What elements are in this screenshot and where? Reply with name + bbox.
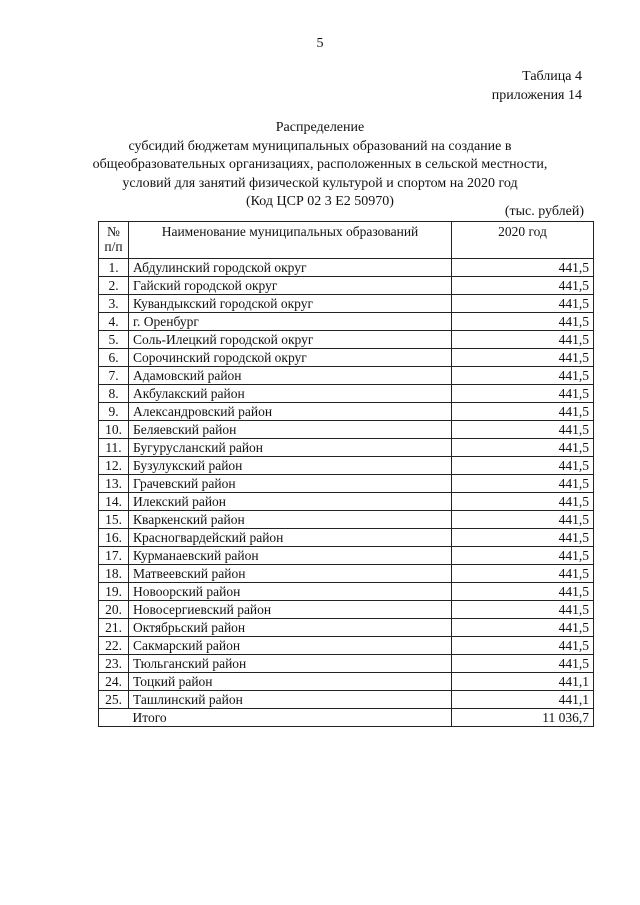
table-row bbox=[99, 259, 594, 277]
table-header-row bbox=[99, 222, 594, 259]
table-row bbox=[99, 331, 594, 349]
row-amount: 441,5 bbox=[452, 331, 594, 349]
table-row bbox=[99, 313, 594, 331]
row-municipality-name: Кваркенский район bbox=[129, 511, 452, 529]
table-row bbox=[99, 349, 594, 367]
row-amount: 441,5 bbox=[452, 313, 594, 331]
heading-line3: общеобразовательных организациях, расположенных в сельской местности, bbox=[92, 157, 548, 172]
header-name: Наименование муниципальных образований bbox=[129, 222, 452, 259]
row-amount: 441,5 bbox=[452, 439, 594, 457]
table-row bbox=[99, 673, 594, 691]
table-row bbox=[99, 529, 594, 547]
row-number: 5. bbox=[99, 331, 129, 349]
table-row bbox=[99, 457, 594, 475]
row-amount: 441,5 bbox=[452, 475, 594, 493]
row-number: 13. bbox=[99, 475, 129, 493]
row-number: 15. bbox=[99, 511, 129, 529]
row-amount: 441,5 bbox=[452, 583, 594, 601]
row-number: 23. bbox=[99, 655, 129, 673]
row-amount: 441,5 bbox=[452, 277, 594, 295]
row-municipality-name: Сакмарский район bbox=[129, 637, 452, 655]
row-municipality-name: Акбулакский район bbox=[129, 385, 452, 403]
table-row bbox=[99, 691, 594, 709]
row-number: 3. bbox=[99, 295, 129, 313]
row-municipality-name: Абдулинский городской округ bbox=[129, 259, 452, 277]
row-number: 4. bbox=[99, 313, 129, 331]
row-number: 16. bbox=[99, 529, 129, 547]
table-row bbox=[99, 547, 594, 565]
row-municipality-name: Сорочинский городской округ bbox=[129, 349, 452, 367]
row-number: 11. bbox=[99, 439, 129, 457]
row-amount: 441,5 bbox=[452, 295, 594, 313]
units-note: (тыс. рублей) bbox=[504, 204, 584, 219]
row-municipality-name: Бугурусланский район bbox=[129, 439, 452, 457]
row-amount: 441,5 bbox=[452, 547, 594, 565]
header-year: 2020 год bbox=[452, 222, 594, 259]
row-amount: 441,5 bbox=[452, 403, 594, 421]
table-row bbox=[99, 601, 594, 619]
row-municipality-name: Октябрьский район bbox=[129, 619, 452, 637]
total-amount: 11 036,7 bbox=[452, 709, 594, 727]
row-number: 6. bbox=[99, 349, 129, 367]
row-municipality-name: Соль-Илецкий городской округ bbox=[129, 331, 452, 349]
table-row bbox=[99, 439, 594, 457]
row-municipality-name: г. Оренбург bbox=[129, 313, 452, 331]
row-number: 1. bbox=[99, 259, 129, 277]
row-amount: 441,5 bbox=[452, 637, 594, 655]
row-amount: 441,5 bbox=[452, 601, 594, 619]
row-number: 17. bbox=[99, 547, 129, 565]
row-municipality-name: Новоорский район bbox=[129, 583, 452, 601]
row-number: 7. bbox=[99, 367, 129, 385]
row-amount: 441,5 bbox=[452, 457, 594, 475]
row-municipality-name: Гайский городской округ bbox=[129, 277, 452, 295]
row-number: 8. bbox=[99, 385, 129, 403]
row-number: 10. bbox=[99, 421, 129, 439]
row-municipality-name: Тюльганский район bbox=[129, 655, 452, 673]
row-municipality-name: Новосергиевский район bbox=[129, 601, 452, 619]
row-number: 14. bbox=[99, 493, 129, 511]
table-reference-line1: Таблица 4 bbox=[522, 69, 582, 84]
row-municipality-name: Беляевский район bbox=[129, 421, 452, 439]
row-number: 2. bbox=[99, 277, 129, 295]
table-row bbox=[99, 565, 594, 583]
table-row bbox=[99, 385, 594, 403]
table-row bbox=[99, 403, 594, 421]
table-reference bbox=[492, 67, 582, 105]
row-amount: 441,5 bbox=[452, 421, 594, 439]
row-number: 18. bbox=[99, 565, 129, 583]
page-number: 5 bbox=[316, 36, 324, 51]
row-municipality-name: Кувандыкский городской округ bbox=[129, 295, 452, 313]
heading-line5: (Код ЦСР 02 3 Е2 50970) bbox=[246, 194, 394, 209]
row-amount: 441,5 bbox=[452, 349, 594, 367]
row-amount: 441,1 bbox=[452, 691, 594, 709]
row-number: 19. bbox=[99, 583, 129, 601]
row-municipality-name: Курманаевский район bbox=[129, 547, 452, 565]
table-row bbox=[99, 619, 594, 637]
row-municipality-name: Тоцкий район bbox=[129, 673, 452, 691]
row-amount: 441,5 bbox=[452, 619, 594, 637]
row-number: 12. bbox=[99, 457, 129, 475]
row-number: 22. bbox=[99, 637, 129, 655]
row-amount: 441,1 bbox=[452, 673, 594, 691]
header-number: № п/п bbox=[99, 222, 129, 259]
table-row bbox=[99, 421, 594, 439]
heading-line2: субсидий бюджетам муниципальных образований на создание в bbox=[128, 138, 512, 154]
row-municipality-name: Красногвардейский район bbox=[129, 529, 452, 547]
row-municipality-name: Александровский район bbox=[129, 403, 452, 421]
row-municipality-name: Адамовский район bbox=[129, 367, 452, 385]
table-row bbox=[99, 583, 594, 601]
row-number: 20. bbox=[99, 601, 129, 619]
row-amount: 441,5 bbox=[452, 529, 594, 547]
row-amount: 441,5 bbox=[452, 367, 594, 385]
table-row bbox=[99, 277, 594, 295]
row-amount: 441,5 bbox=[452, 565, 594, 583]
table-row bbox=[99, 511, 594, 529]
document-heading bbox=[60, 119, 580, 212]
row-amount: 441,5 bbox=[452, 655, 594, 673]
row-amount: 441,5 bbox=[452, 259, 594, 277]
row-municipality-name: Грачевский район bbox=[129, 475, 452, 493]
table-row bbox=[99, 475, 594, 493]
row-municipality-name: Илекский район bbox=[129, 493, 452, 511]
table-total-row bbox=[99, 709, 594, 727]
table-row bbox=[99, 367, 594, 385]
heading-line1: Распределение bbox=[275, 120, 365, 135]
row-number: 9. bbox=[99, 403, 129, 421]
subsidy-table bbox=[98, 221, 594, 727]
row-municipality-name: Бузулукский район bbox=[129, 457, 452, 475]
table-row bbox=[99, 655, 594, 673]
table-row bbox=[99, 637, 594, 655]
table-row bbox=[99, 493, 594, 511]
row-number: 25. bbox=[99, 691, 129, 709]
row-amount: 441,5 bbox=[452, 511, 594, 529]
total-label: Итого bbox=[129, 709, 452, 727]
table-reference-line2: приложения 14 bbox=[491, 88, 582, 103]
row-number: 24. bbox=[99, 673, 129, 691]
heading-line4: условий для занятий физической культурой и спортом на 2020 год bbox=[122, 175, 518, 191]
row-amount: 441,5 bbox=[452, 493, 594, 511]
table-body bbox=[99, 259, 594, 727]
row-municipality-name: Матвеевский район bbox=[129, 565, 452, 583]
row-municipality-name: Ташлинский район bbox=[129, 691, 452, 709]
row-number: 21. bbox=[99, 619, 129, 637]
total-blank-cell bbox=[99, 709, 129, 727]
row-amount: 441,5 bbox=[452, 385, 594, 403]
table-row bbox=[99, 295, 594, 313]
